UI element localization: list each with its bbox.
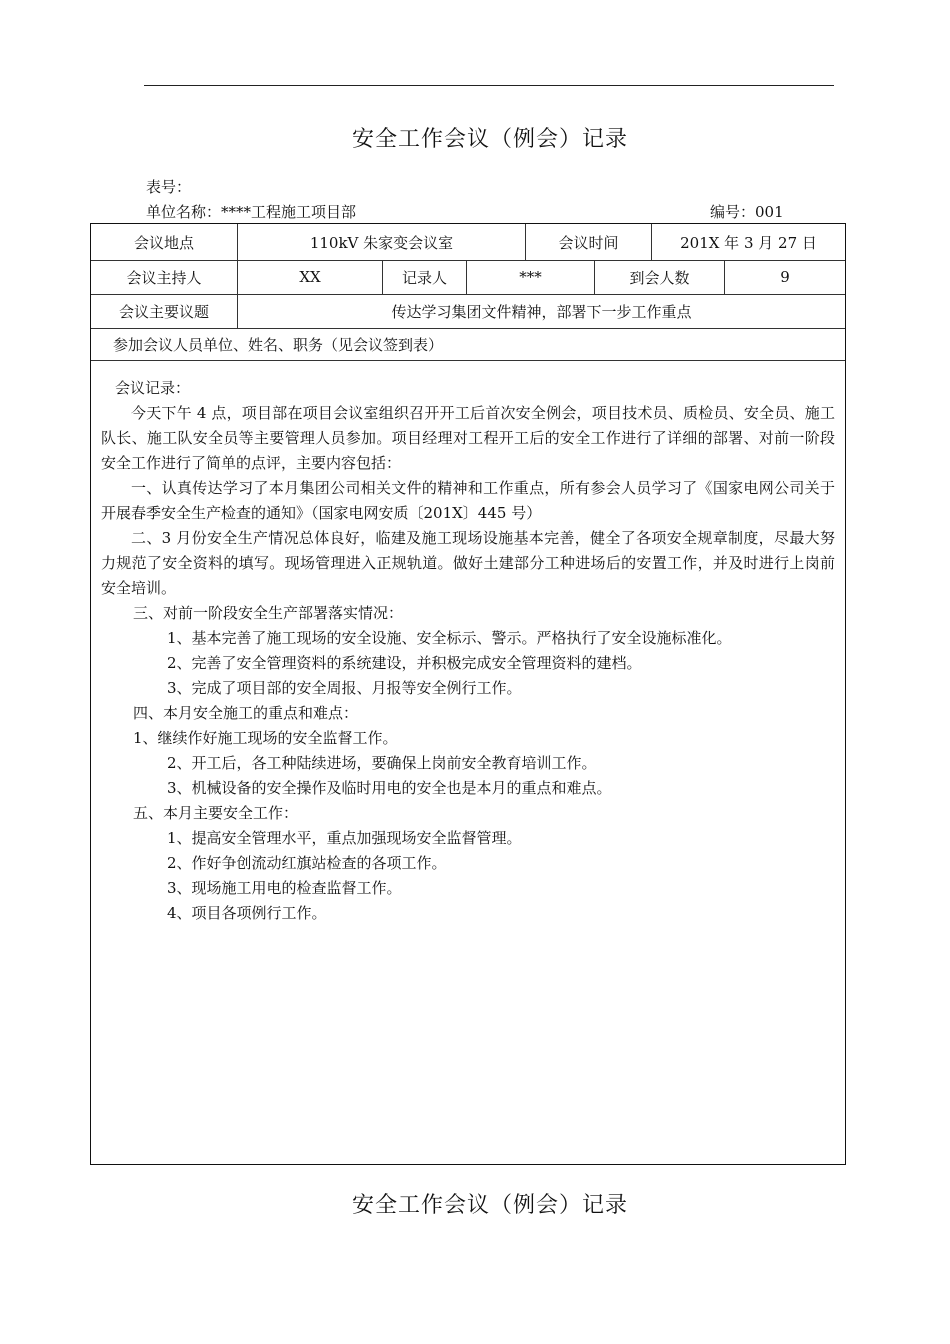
host-value: XX <box>238 260 383 294</box>
recorder-value: *** <box>467 260 595 294</box>
minutes-item: 1、基本完善了施工现场的安全设施、安全标示、警示。严格执行了安全设施标准化。 <box>167 629 732 647</box>
minutes-section-1: 一、认真传达学习了本月集团公司相关文件的精神和工作重点，所有参会人员学习了《国家电网公司关于开展春季安全生产检查的通知》（国家电网安质〔201X〕445 号） <box>101 479 835 522</box>
location-label: 会议地点 <box>91 224 238 260</box>
minutes-section-4: 四、本月安全施工的重点和难点： <box>133 704 359 722</box>
minutes-item: 2、完善了安全管理资料的系统建设，并积极完成安全管理资料的建档。 <box>167 654 642 672</box>
minutes-section-3: 三、对前一阶段安全生产部署落实情况： <box>133 604 404 622</box>
minutes-heading: 会议记录： <box>115 379 191 397</box>
minutes-item: 2、作好争创流动红旗站检查的各项工作。 <box>167 854 447 872</box>
form-number-label: 表号： <box>146 178 192 196</box>
footer-title: 安全工作会议（例会）记录 <box>351 1193 628 1218</box>
serial-number-label: 编号：001 <box>710 203 784 221</box>
table-row-host <box>91 260 845 295</box>
topic-value: 传达学习集团文件精神，部署下一步工作重点 <box>391 302 692 321</box>
table-row-location <box>91 224 845 261</box>
host-label: 会议主持人 <box>91 260 238 294</box>
minutes-section-2: 二、3 月份安全生产情况总体良好，临建及施工现场设施基本完善，健全了各项安全规章制度，尽最大努力规范了安全资料的填写。现场管理进入正规轨道。做好土建部分工种进场后的安置工作，并及时进行上岗前安全培训。 <box>101 529 835 597</box>
minutes-item: 3、机械设备的安全操作及临时用电的安全也是本月的重点和难点。 <box>167 779 612 797</box>
table-row-topic <box>91 294 845 329</box>
attendees-value: 9 <box>780 268 790 286</box>
minutes-item: 1、提高安全管理水平，重点加强现场安全监督管理。 <box>167 829 522 847</box>
recorder-label: 记录人 <box>383 260 467 294</box>
minutes-item: 2、开工后，各工种陆续进场，要确保上岗前安全教育培训工作。 <box>167 754 597 772</box>
header-rule <box>144 85 834 86</box>
minutes-item: 3、完成了项目部的安全周报、月报等安全例行工作。 <box>167 679 522 697</box>
time-label: 会议时间 <box>526 224 652 260</box>
time-value: 201X 年 3 月 27 日 <box>680 233 817 252</box>
topic-label: 会议主要议题 <box>91 294 238 328</box>
minutes-item: 4、项目各项例行工作。 <box>167 904 327 922</box>
attendees-label: 到会人数 <box>595 260 725 294</box>
page-title: 安全工作会议（例会）记录 <box>351 127 628 152</box>
participants-text: 参加会议人员单位、姓名、职务（见会议签到表） <box>113 335 444 354</box>
location-value: 110kV 朱家变会议室 <box>238 224 526 260</box>
minutes-body <box>91 360 845 1164</box>
minutes-intro: 今天下午 4 点，项目部在项目会议室组织召开开工后首次安全例会，项目技术员、质检员、安全员、施工队长、施工队安全员等主要管理人员参加。项目经理对工程开工后的安全工作进行了详细的部署、对前一阶段安全工作进行了简单的点评，主要内容包括： <box>101 404 835 472</box>
minutes-item: 3、现场施工用电的检查监督工作。 <box>167 879 402 897</box>
minutes-item: 1、继续作好施工现场的安全监督工作。 <box>133 729 398 747</box>
unit-name-label: 单位名称：****工程施工项目部 <box>146 203 357 221</box>
minutes-section-5: 五、本月主要安全工作： <box>133 804 299 822</box>
table-row-participants <box>91 328 845 361</box>
meeting-record-table <box>90 223 846 1165</box>
